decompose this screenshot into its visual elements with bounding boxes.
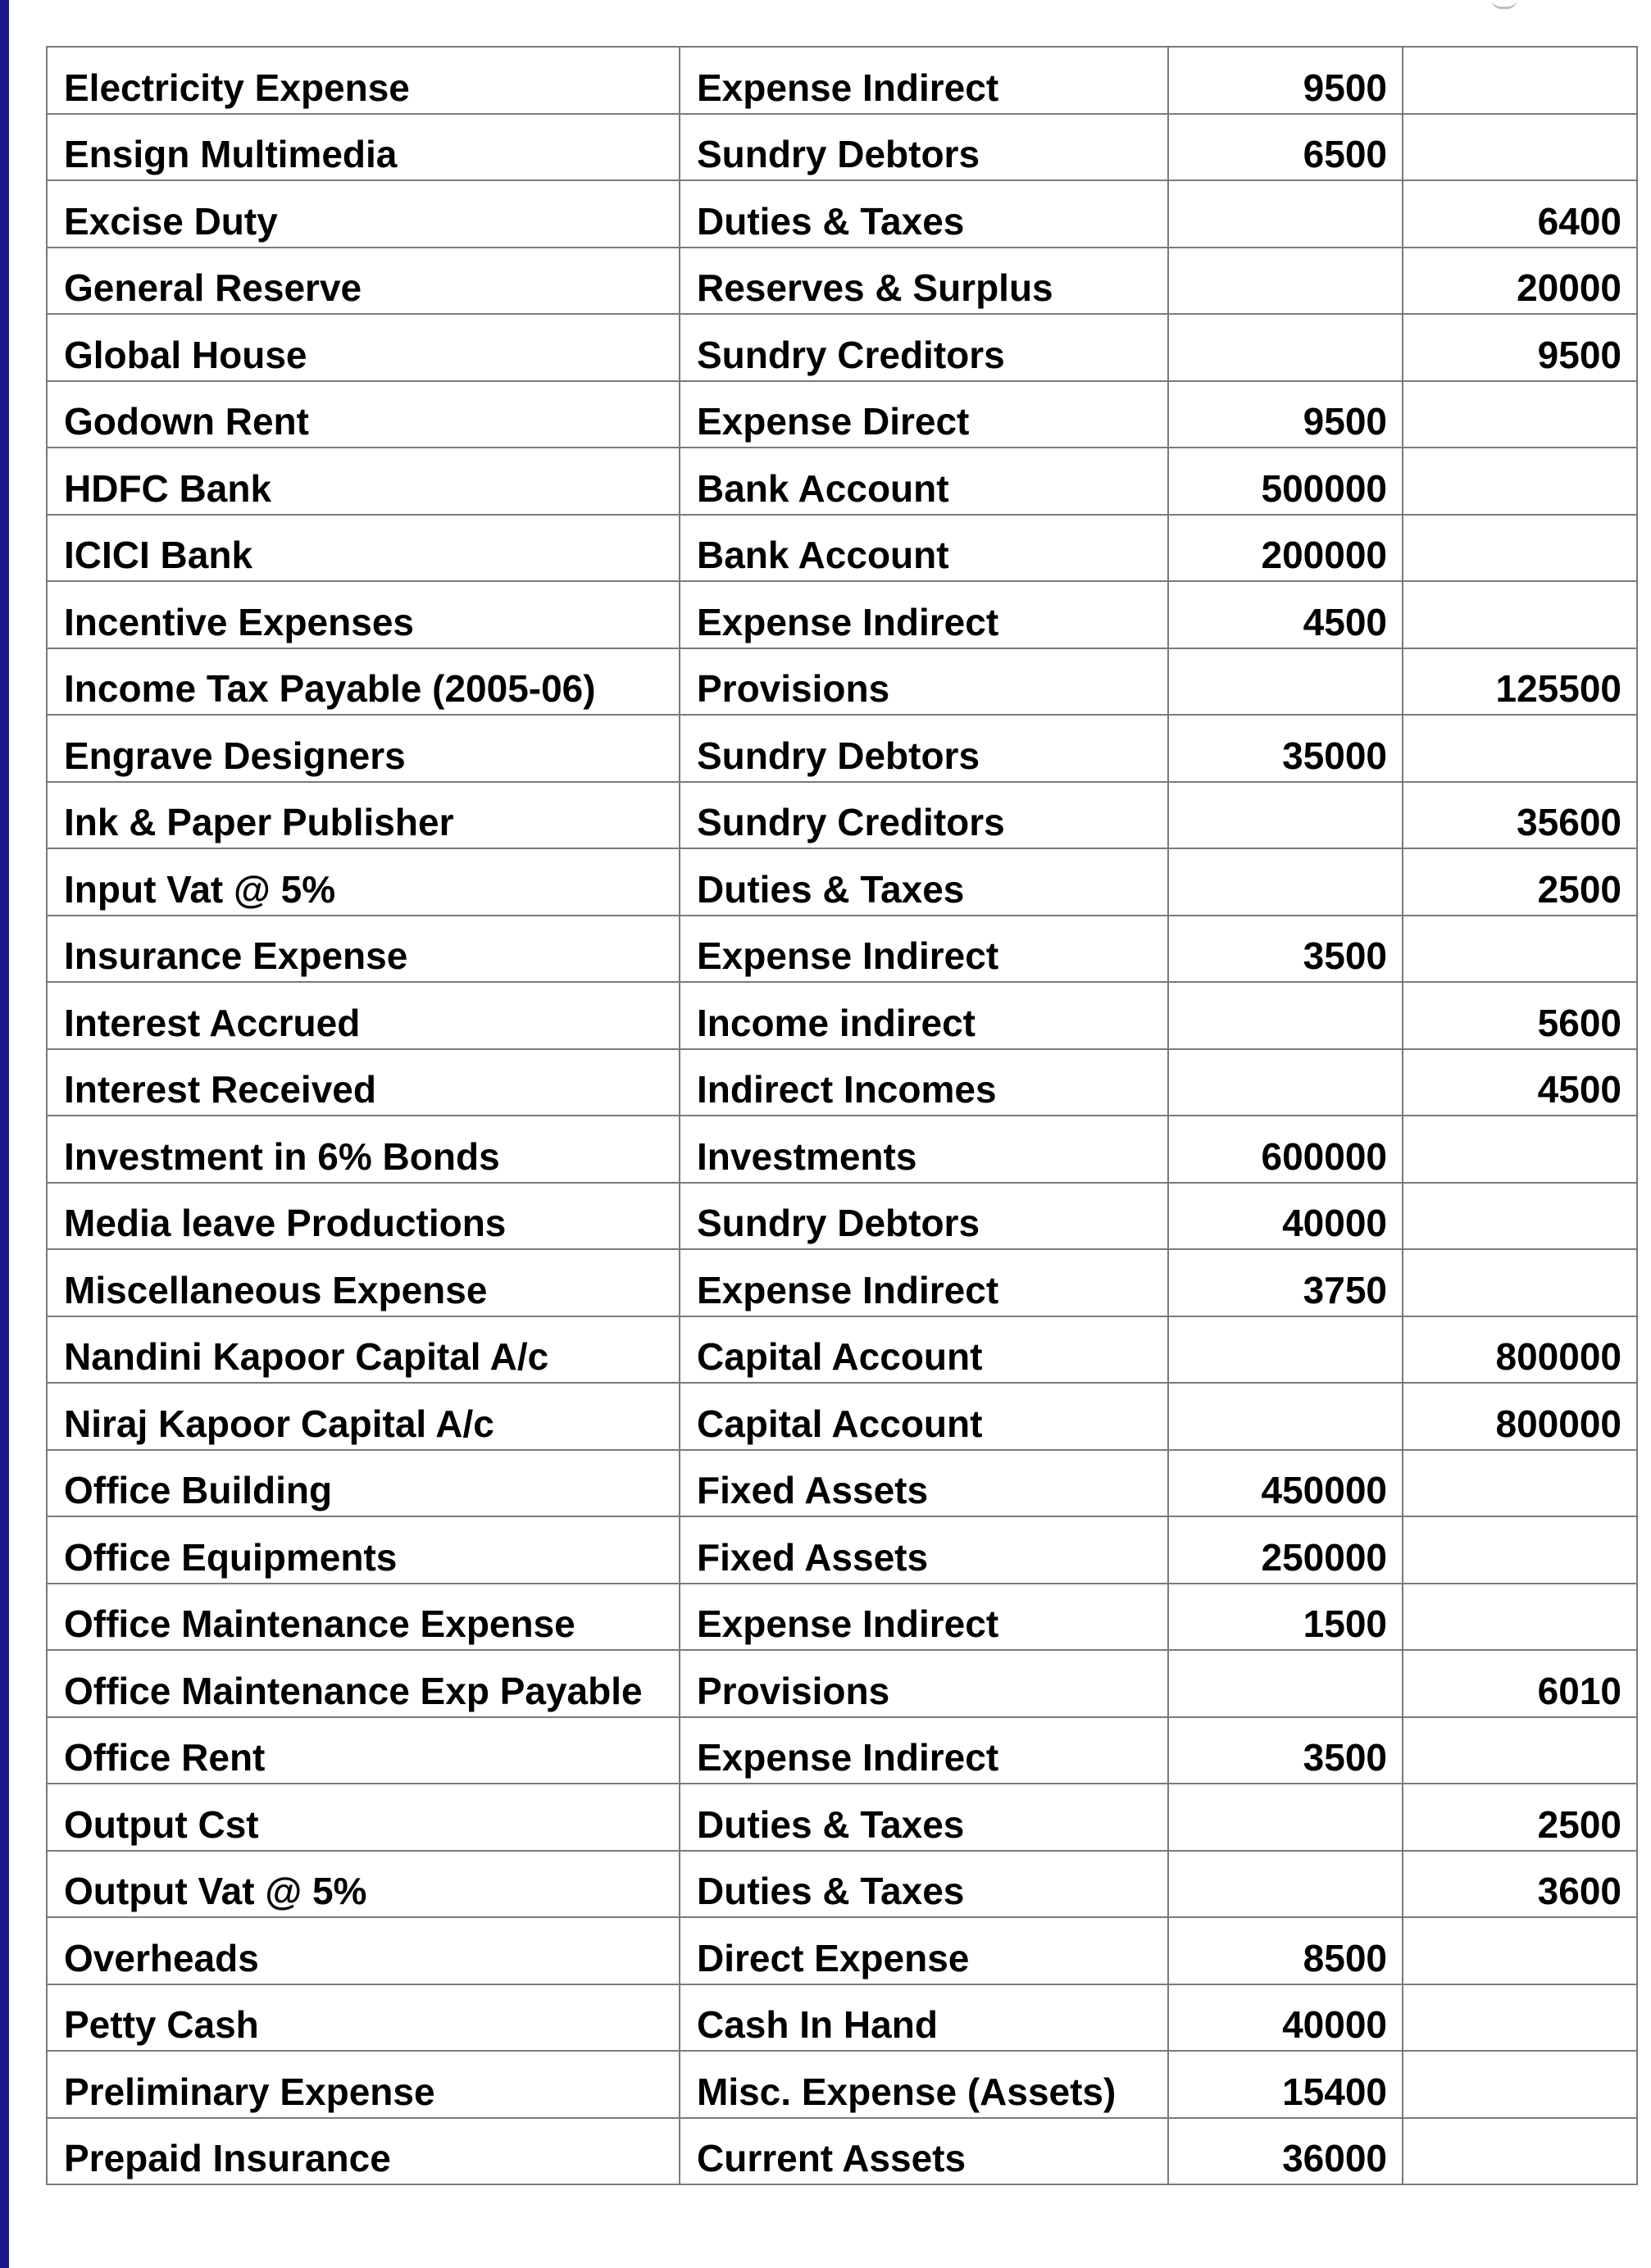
ledger-group-cell: Fixed Assets	[680, 1450, 1168, 1517]
ledger-table	[46, 46, 1638, 2185]
ledger-group-cell: Fixed Assets	[680, 1516, 1168, 1584]
ledger-credit-cell	[1403, 1516, 1637, 1584]
ledger-group-cell: Duties & Taxes	[680, 1851, 1168, 1918]
table-row	[47, 47, 1637, 114]
ledger-group-cell: Investments	[680, 1116, 1168, 1183]
ledger-debit-cell: 4500	[1168, 581, 1403, 648]
ledger-name-cell: Preliminary Expense	[47, 2051, 680, 2118]
ledger-credit-cell: 20000	[1403, 248, 1637, 315]
ledger-name-cell: HDFC Bank	[47, 448, 680, 515]
ledger-name-cell: ICICI Bank	[47, 515, 680, 582]
table-row	[47, 1784, 1637, 1851]
ledger-group-cell: Sundry Debtors	[680, 1183, 1168, 1250]
table-row	[47, 1650, 1637, 1717]
table-row	[47, 1917, 1637, 1984]
ledger-credit-cell	[1403, 1450, 1637, 1517]
ledger-group-cell: Duties & Taxes	[680, 1784, 1168, 1851]
ledger-name-cell: General Reserve	[47, 248, 680, 315]
ledger-group-cell: Expense Direct	[680, 381, 1168, 448]
ledger-group-cell: Expense Indirect	[680, 1584, 1168, 1651]
table-row	[47, 515, 1637, 582]
ledger-debit-cell: 9500	[1168, 381, 1403, 448]
ledger-debit-cell: 1500	[1168, 1584, 1403, 1651]
ledger-debit-cell	[1168, 782, 1403, 849]
ledger-group-cell: Direct Expense	[680, 1917, 1168, 1984]
ledger-debit-cell: 35000	[1168, 715, 1403, 782]
ledger-credit-cell	[1403, 448, 1637, 515]
ledger-name-cell: Office Rent	[47, 1717, 680, 1784]
ledger-name-cell: Global House	[47, 314, 680, 381]
ledger-debit-cell: 15400	[1168, 2051, 1403, 2118]
ledger-group-cell: Expense Indirect	[680, 581, 1168, 648]
ledger-group-cell: Reserves & Surplus	[680, 248, 1168, 315]
ledger-debit-cell: 250000	[1168, 1516, 1403, 1584]
ledger-group-cell: Duties & Taxes	[680, 180, 1168, 248]
ledger-group-cell: Income indirect	[680, 982, 1168, 1049]
ledger-name-cell: Interest Accrued	[47, 982, 680, 1049]
ledger-debit-cell	[1168, 648, 1403, 716]
table-row	[47, 648, 1637, 716]
ledger-name-cell: Office Building	[47, 1450, 680, 1517]
ledger-name-cell: Ensign Multimedia	[47, 114, 680, 181]
table-row	[47, 1516, 1637, 1584]
ledger-name-cell: Office Maintenance Exp Payable	[47, 1650, 680, 1717]
ledger-name-cell: Niraj Kapoor Capital A/c	[47, 1383, 680, 1450]
ledger-name-cell: Prepaid Insurance	[47, 2118, 680, 2185]
ledger-credit-cell	[1403, 1717, 1637, 1784]
ledger-credit-cell: 35600	[1403, 782, 1637, 849]
table-row	[47, 1183, 1637, 1250]
ledger-group-cell: Sundry Debtors	[680, 114, 1168, 181]
ledger-group-cell: Sundry Creditors	[680, 782, 1168, 849]
ledger-debit-cell: 9500	[1168, 47, 1403, 114]
ledger-credit-cell	[1403, 715, 1637, 782]
ledger-credit-cell: 2500	[1403, 1784, 1637, 1851]
table-row	[47, 1249, 1637, 1316]
ledger-credit-cell	[1403, 2051, 1637, 2118]
ledger-name-cell: Miscellaneous Expense	[47, 1249, 680, 1316]
ledger-name-cell: Input Vat @ 5%	[47, 848, 680, 916]
ledger-credit-cell: 6400	[1403, 180, 1637, 248]
ledger-debit-cell: 500000	[1168, 448, 1403, 515]
ledger-name-cell: Nandini Kapoor Capital A/c	[47, 1316, 680, 1384]
ledger-group-cell: Capital Account	[680, 1383, 1168, 1450]
ledger-debit-cell	[1168, 1851, 1403, 1918]
ledger-group-cell: Current Assets	[680, 2118, 1168, 2185]
ledger-name-cell: Income Tax Payable (2005-06)	[47, 648, 680, 716]
ledger-name-cell: Insurance Expense	[47, 916, 680, 983]
table-row	[47, 180, 1637, 248]
table-row	[47, 916, 1637, 983]
table-row	[47, 1717, 1637, 1784]
table-row	[47, 1116, 1637, 1183]
table-row	[47, 448, 1637, 515]
ledger-credit-cell	[1403, 2118, 1637, 2185]
ledger-group-cell: Capital Account	[680, 1316, 1168, 1384]
ledger-credit-cell	[1403, 1116, 1637, 1183]
ledger-group-cell: Expense Indirect	[680, 47, 1168, 114]
page-corner-mark	[1492, 0, 1517, 9]
ledger-name-cell: Excise Duty	[47, 180, 680, 248]
ledger-group-cell: Expense Indirect	[680, 916, 1168, 983]
ledger-credit-cell: 125500	[1403, 648, 1637, 716]
ledger-credit-cell	[1403, 1249, 1637, 1316]
table-row	[47, 381, 1637, 448]
ledger-name-cell: Godown Rent	[47, 381, 680, 448]
ledger-credit-cell: 6010	[1403, 1650, 1637, 1717]
ledger-group-cell: Expense Indirect	[680, 1249, 1168, 1316]
table-row	[47, 2051, 1637, 2118]
ledger-group-cell: Sundry Debtors	[680, 715, 1168, 782]
ledger-debit-cell: 3500	[1168, 916, 1403, 983]
ledger-group-cell: Provisions	[680, 1650, 1168, 1717]
ledger-debit-cell	[1168, 248, 1403, 315]
ledger-debit-cell	[1168, 982, 1403, 1049]
ledger-name-cell: Electricity Expense	[47, 47, 680, 114]
ledger-credit-cell	[1403, 916, 1637, 983]
ledger-debit-cell	[1168, 1383, 1403, 1450]
ledger-debit-cell: 600000	[1168, 1116, 1403, 1183]
ledger-debit-cell: 3750	[1168, 1249, 1403, 1316]
ledger-debit-cell	[1168, 1784, 1403, 1851]
ledger-credit-cell	[1403, 381, 1637, 448]
ledger-name-cell: Office Equipments	[47, 1516, 680, 1584]
table-row	[47, 314, 1637, 381]
ledger-debit-cell	[1168, 848, 1403, 916]
table-row	[47, 1316, 1637, 1384]
table-row	[47, 1383, 1637, 1450]
ledger-credit-cell	[1403, 114, 1637, 181]
table-row	[47, 848, 1637, 916]
ledger-name-cell: Investment in 6% Bonds	[47, 1116, 680, 1183]
ledger-group-cell: Expense Indirect	[680, 1717, 1168, 1784]
ledger-debit-cell: 450000	[1168, 1450, 1403, 1517]
ledger-name-cell: Incentive Expenses	[47, 581, 680, 648]
ledger-group-cell: Misc. Expense (Assets)	[680, 2051, 1168, 2118]
ledger-name-cell: Interest Received	[47, 1049, 680, 1116]
table-row	[47, 715, 1637, 782]
table-row	[47, 2118, 1637, 2185]
ledger-body	[47, 47, 1637, 2184]
table-row	[47, 248, 1637, 315]
table-row	[47, 982, 1637, 1049]
ledger-name-cell: Output Vat @ 5%	[47, 1851, 680, 1918]
ledger-debit-cell: 36000	[1168, 2118, 1403, 2185]
ledger-credit-cell	[1403, 1584, 1637, 1651]
table-row	[47, 1584, 1637, 1651]
ledger-debit-cell	[1168, 1650, 1403, 1717]
ledger-name-cell: Overheads	[47, 1917, 680, 1984]
ledger-debit-cell	[1168, 180, 1403, 248]
ledger-debit-cell	[1168, 314, 1403, 381]
ledger-debit-cell: 200000	[1168, 515, 1403, 582]
ledger-group-cell: Provisions	[680, 648, 1168, 716]
ledger-name-cell: Media leave Productions	[47, 1183, 680, 1250]
ledger-debit-cell: 6500	[1168, 114, 1403, 181]
table-row	[47, 114, 1637, 181]
ledger-name-cell: Office Maintenance Expense	[47, 1584, 680, 1651]
ledger-credit-cell: 4500	[1403, 1049, 1637, 1116]
ledger-credit-cell	[1403, 1984, 1637, 2052]
ledger-credit-cell	[1403, 1917, 1637, 1984]
ledger-debit-cell	[1168, 1049, 1403, 1116]
ledger-group-cell: Duties & Taxes	[680, 848, 1168, 916]
ledger-credit-cell: 5600	[1403, 982, 1637, 1049]
ledger-debit-cell: 40000	[1168, 1984, 1403, 2052]
ledger-group-cell: Cash In Hand	[680, 1984, 1168, 2052]
ledger-debit-cell: 3500	[1168, 1717, 1403, 1784]
ledger-credit-cell: 800000	[1403, 1383, 1637, 1450]
table-row	[47, 1984, 1637, 2052]
ledger-credit-cell	[1403, 515, 1637, 582]
ledger-credit-cell	[1403, 47, 1637, 114]
table-row	[47, 1851, 1637, 1918]
ledger-group-cell: Bank Account	[680, 515, 1168, 582]
ledger-credit-cell	[1403, 1183, 1637, 1250]
table-row	[47, 1049, 1637, 1116]
ledger-name-cell: Engrave Designers	[47, 715, 680, 782]
ledger-debit-cell	[1168, 1316, 1403, 1384]
ledger-name-cell: Ink & Paper Publisher	[47, 782, 680, 849]
ledger-credit-cell	[1403, 581, 1637, 648]
ledger-group-cell: Indirect Incomes	[680, 1049, 1168, 1116]
ledger-credit-cell: 2500	[1403, 848, 1637, 916]
table-row	[47, 1450, 1637, 1517]
table-row	[47, 581, 1637, 648]
ledger-credit-cell: 9500	[1403, 314, 1637, 381]
ledger-group-cell: Bank Account	[680, 448, 1168, 515]
ledger-debit-cell: 40000	[1168, 1183, 1403, 1250]
ledger-name-cell: Output Cst	[47, 1784, 680, 1851]
page-left-border	[0, 0, 9, 2268]
ledger-name-cell: Petty Cash	[47, 1984, 680, 2052]
ledger-debit-cell: 8500	[1168, 1917, 1403, 1984]
ledger-credit-cell: 3600	[1403, 1851, 1637, 1918]
ledger-credit-cell: 800000	[1403, 1316, 1637, 1384]
table-row	[47, 782, 1637, 849]
ledger-group-cell: Sundry Creditors	[680, 314, 1168, 381]
